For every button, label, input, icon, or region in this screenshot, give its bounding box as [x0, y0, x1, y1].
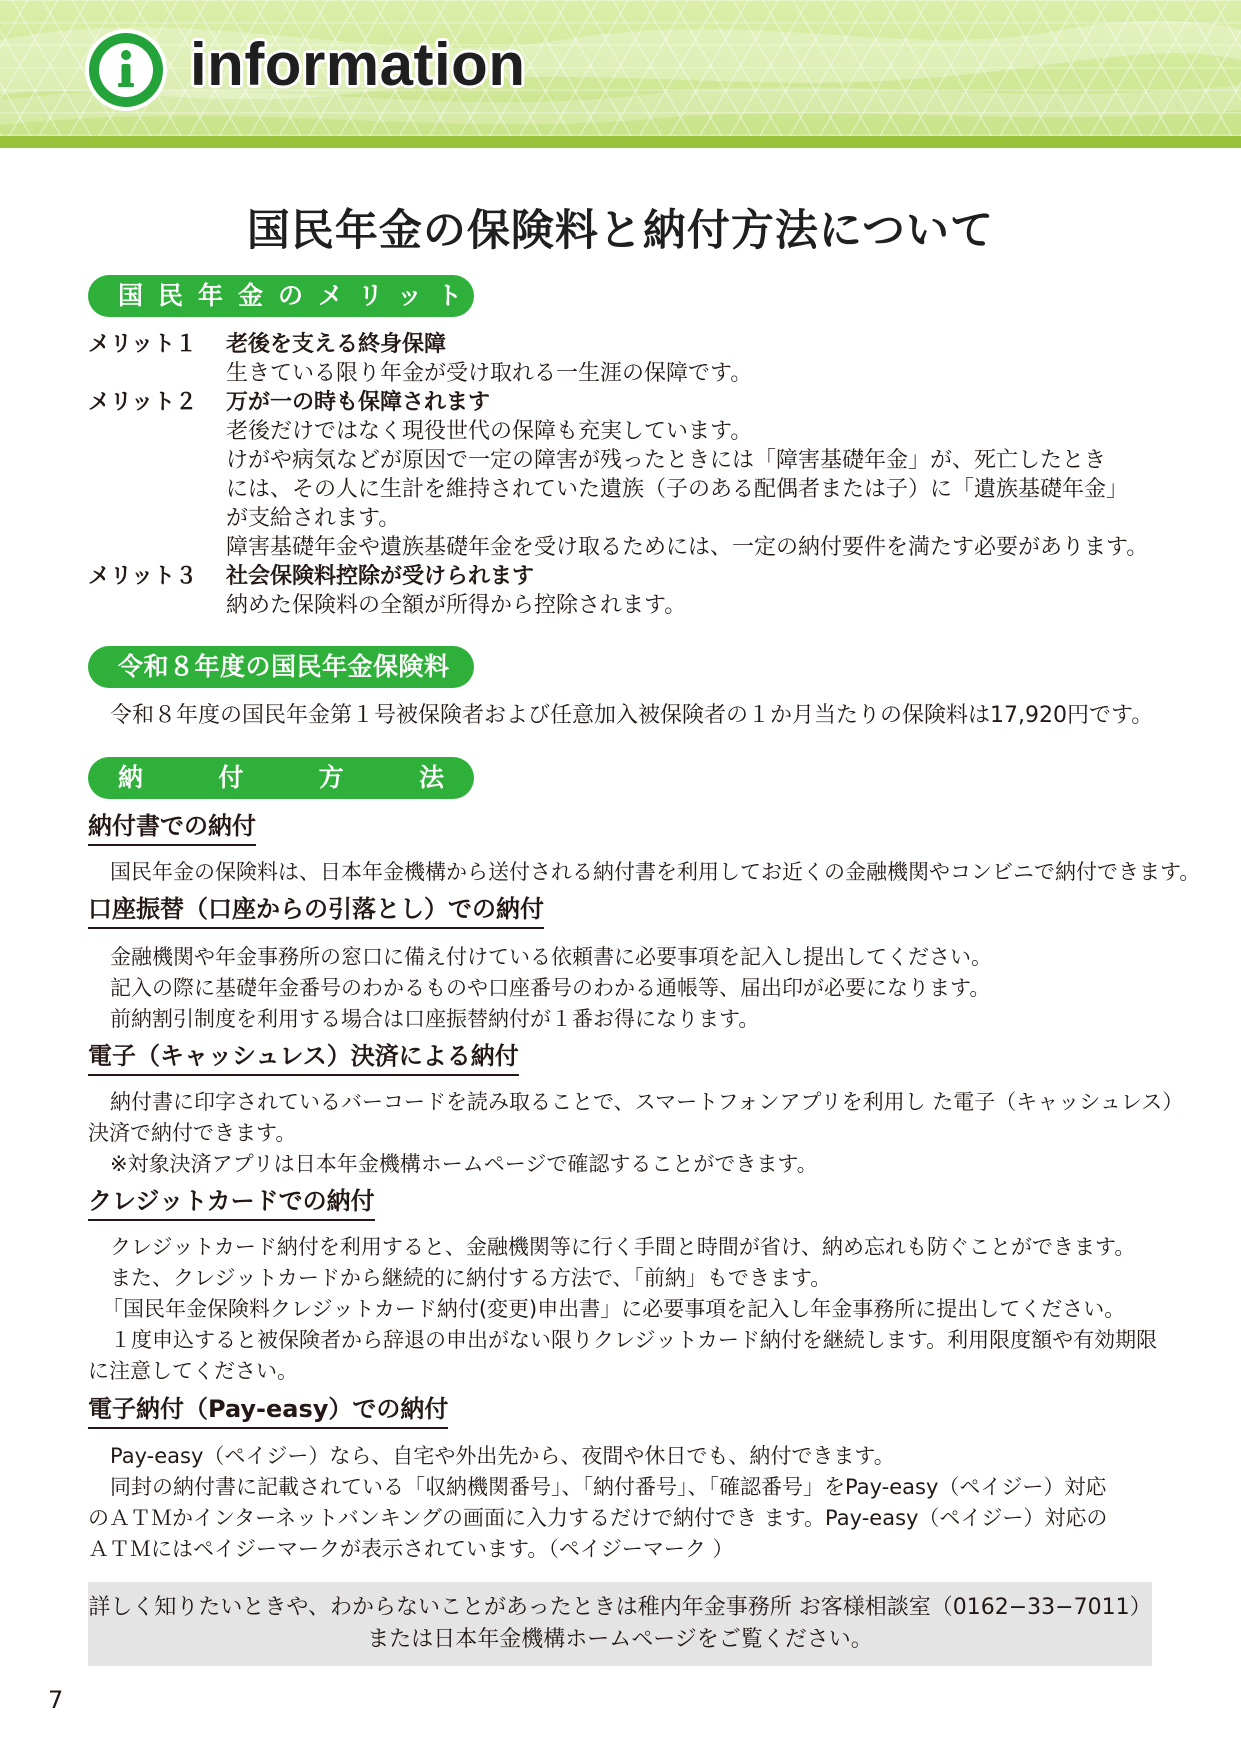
merit-title: 万が一の時も保障されます — [226, 390, 491, 415]
header-title: information — [190, 31, 526, 98]
text-line: ＡＴＭにはペイジーマークが表示されています。（ペイジーマーク ） — [88, 1537, 734, 1561]
merit-item — [88, 562, 1168, 620]
merit-text: けがや病気などが原因で一定の障害が残ったときには「障害基礎年金」が、死亡したとき — [226, 448, 1107, 473]
merit-text: 老後だけではなく現役世代の保障も充実しています。 — [226, 419, 753, 444]
payment-section-text — [88, 1087, 1184, 1180]
payment-section-title: クレジットカードでの納付 — [88, 1185, 375, 1221]
header-banner — [0, 0, 1241, 136]
page-number: 7 — [48, 1686, 64, 1714]
contact-box — [88, 1582, 1152, 1666]
payment-section-title: 口座振替（口座からの引落とし）での納付 — [88, 893, 544, 929]
payment-heading-char: 付 — [218, 763, 244, 792]
merit-number: メリット１ — [88, 332, 198, 357]
merit-number: メリット３ — [88, 564, 198, 589]
contact-line: または日本年金機構ホームページをご覧ください。 — [367, 1627, 873, 1652]
text-line: 国民年金の保険料は、日本年金機構から送付される納付書を利用してお近くの金融機関やコンビニで納付できます。 — [110, 860, 1201, 884]
payment-heading-char: 法 — [418, 763, 444, 792]
payment-heading — [88, 757, 474, 799]
payment-section-text — [88, 1232, 1158, 1387]
text-line: １度申込すると被保険者から辞退の申出がない限りクレジットカード納付を継続します。利用限度額や有効期限 — [110, 1328, 1158, 1352]
merit-number: メリット２ — [88, 390, 198, 415]
text-line: クレジットカード納付を利用すると、金融機関等に行く手間と時間が省け、納め忘れも防ぐことができます。 — [110, 1235, 1136, 1259]
text-line: 「国民年金保険料クレジットカード納付(変更)申出書」に必要事項を記入し年金事務所に提出してください。 — [102, 1297, 1126, 1321]
merit-text: には、その人に生計を維持されていた遺族（子のある配偶者または子）に「遺族基礎年金」 — [226, 477, 1129, 502]
text-line: のＡＴＭかインターネットバンキングの画面に入力するだけで納付でき ます。Pay-easy（ペイジー）対応の — [88, 1506, 1108, 1530]
text-line: Pay-easy（ペイジー）なら、自宅や外出先から、夜間や休日でも、納付できます。 — [110, 1444, 895, 1468]
payment-section-title: 納付書での納付 — [88, 810, 256, 846]
text-line: 納付書に印字されているバーコードを読み取ることで、スマートフォンアプリを利用し た電子（キャッシュレス） — [110, 1090, 1184, 1114]
merit-text: 障害基礎年金や遺族基礎年金を受け取るためには、一定の納付要件を満たす必要があります。 — [226, 535, 1149, 560]
merit-item — [88, 388, 1168, 562]
text-line: ※対象決済アプリは日本年金機構ホームページで確認することができます。 — [110, 1152, 818, 1176]
payment-heading-char: 方 — [318, 763, 344, 792]
text-line: 同封の納付書に記載されている「収納機関番号」、「納付番号」、「確認番号」をPay-easy（ペイジー）対応 — [110, 1475, 1107, 1499]
header-divider — [0, 136, 1241, 148]
header-wave-decoration — [0, 0, 1241, 136]
fee-text: 令和８年度の国民年金第１号被保険者および任意加入被保険者の１か月当たりの保険料は17,920円です。 — [110, 703, 1154, 728]
text-line: また、クレジットカードから継続的に納付する方法で、「前納」もできます。 — [110, 1266, 832, 1290]
fee-heading: 令和８年度の国民年金保険料 — [88, 646, 474, 688]
payment-section-title: 電子（キャッシュレス）決済による納付 — [88, 1040, 519, 1076]
merit-text: 生きている限り年金が受け取れる一生涯の保障です。 — [226, 361, 753, 386]
payment-section-text — [88, 857, 1201, 888]
page-title: 国民年金の保険料と納付方法について — [246, 206, 995, 256]
info-circle-icon — [84, 28, 168, 112]
payment-section-title: 電子納付（Pay-easy）での納付 — [88, 1393, 448, 1429]
text-line: 決済で納付できます。 — [88, 1121, 297, 1145]
merit-title: 老後を支える終身保障 — [226, 332, 447, 357]
payment-section-text — [88, 942, 1158, 1035]
payment-heading-char: 納 — [118, 763, 144, 792]
merit-item — [88, 330, 1168, 388]
text-line: 記入の際に基礎年金番号のわかるものや口座番号のわかる通帳等、届出印が必要になります。 — [110, 976, 991, 1000]
text-line: 前納割引制度を利用する場合は口座振替納付が１番お得になります。 — [110, 1007, 760, 1031]
merits-heading: 国民年金のメリット — [88, 275, 474, 317]
merit-text: 納めた保険料の全額が所得から控除されます。 — [226, 593, 687, 618]
text-line: 金融機関や年金事務所の窓口に備え付けている依頼書に必要事項を記入し提出してください。 — [110, 945, 992, 969]
merit-title: 社会保険料控除が受けられます — [226, 564, 535, 589]
merits-list — [88, 330, 1168, 620]
text-line: に注意してください。 — [88, 1359, 298, 1383]
merit-text: が支給されます。 — [226, 506, 401, 531]
contact-line: 詳しく知りたいときや、わからないことがあったときは稚内年金事務所 お客様相談室（0162−33−7011） — [88, 1595, 1152, 1620]
payment-section-text — [88, 1441, 1158, 1565]
